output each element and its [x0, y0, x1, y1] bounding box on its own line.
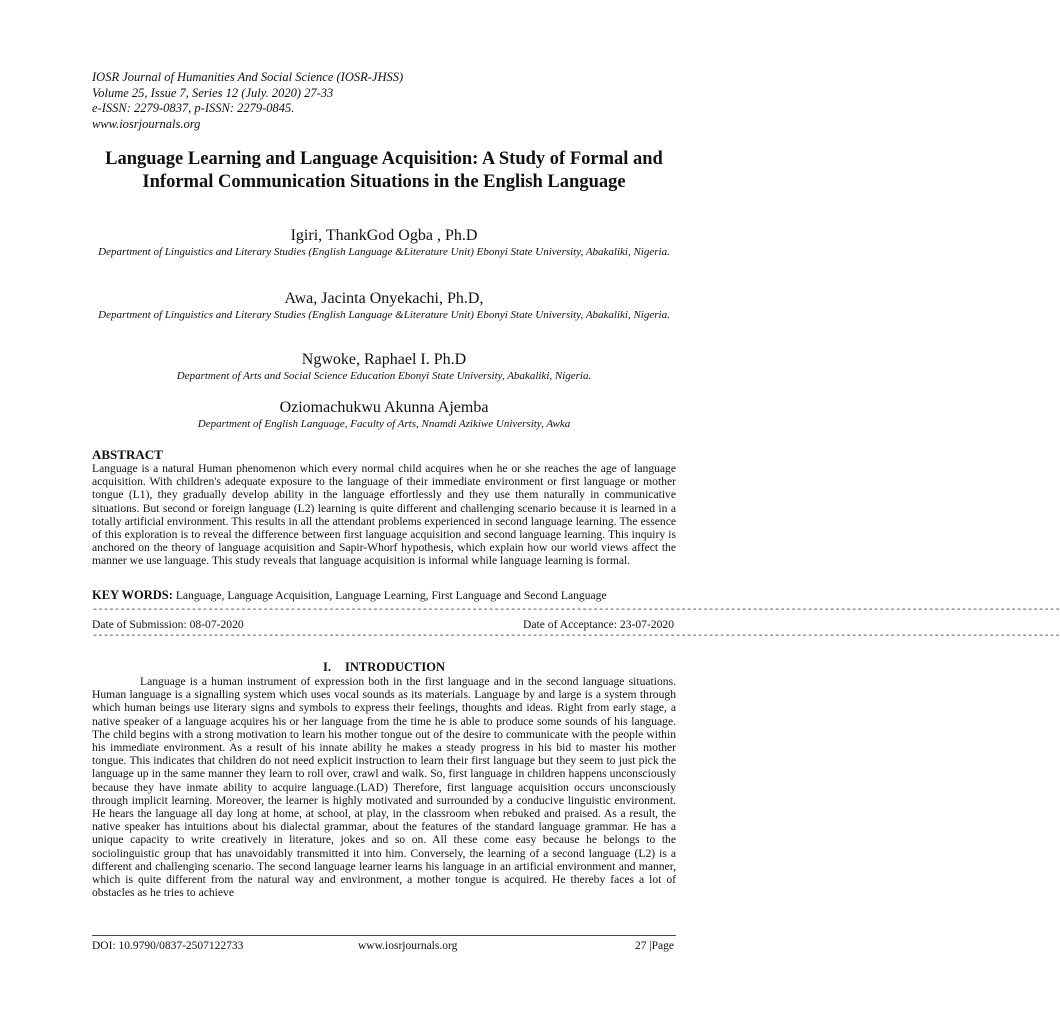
section-number: I.: [322, 660, 331, 674]
author-name: Igiri, ThankGod Ogba , Ph.D: [290, 227, 478, 244]
journal-header: [92, 70, 403, 132]
footer-website: www.iosrjournals.org: [358, 940, 458, 952]
introduction-paragraph: Language is a human instrument of expression both in the first language and in the second language situations. Human language is a signalling system which uses vocal sounds as its materials. Language by and large is a system through which human beings use literary signs and symbols to express their feelings, thoughts and ideas. Right from early stage, a native speaker of a language acquires his or her language from the time he is able to produce some sounds of his language. The child begins with a strong motivation to learn his mother tongue out of the desire to communicate with the people within his immediate environment. As a result of his innate ability he makes a steady progress in his bid to master his mother tongue. This indicates that children do not need explicit instruction to learn their first language but they seem to just pick the language up in the same manner they learn to roll over, crawl and walk. So, first language in children happens unconsciously because they have inmate ability to acquire language.(LAD) Therefore, first language acquisition occurs unconsciously through implicit learning. Moreover, the learner is highly motivated and surrounded by a conducive linguistic environment. He hears the language all day long at home, at school, at play, in the classroom when rebuked and praised. As a result, the native speaker has intuitions about his dialectal grammar, about the features of the standard language grammar. He has a unique capacity to write creatively in literature, jokes and so on. All these come easy because he belongs to the sociolinguistic group that has unavoidably transmitted it into him. Conversely, the learning of a second language (L2) is a different and challenging scenario. The second language learner learns his language in an artificial environment and manner, which is quite different from the natural way and environment, a mother tongue is acquired. He thereby faces a lot of obstacles as he tries to achieve: [92, 675, 676, 900]
keywords-text: Language, Language Acquisition, Language Learning, First Language and Second Language: [175, 589, 607, 602]
paper-title: Language Learning and Language Acquisition: A Study of Formal and Informal Communication Situations in the English Language: [105, 149, 663, 192]
section-title: INTRODUCTION: [344, 660, 445, 674]
journal-name: IOSR Journal of Humanities And Social Science (IOSR-JHSS): [92, 70, 404, 84]
author-name: Ngwoke, Raphael I. Ph.D: [301, 351, 467, 368]
abstract-text: Language is a natural Human phenomenon which every normal child acquires when he or she reaches the age of language acquisition. With children's adequate exposure to the language of their immediate environment or first language or mother tongue (L1), they gradually develop ability in the language effortlessly and they use them naturally in communicative situations. But second or foreign language (L2) learning is quite different and challenging scenario because it is learned in a totally artificial environment. This results in all the attendant problems experienced in second language learning. The essence of this exploration is to reveal the difference between first language acquisition and second language learning. This inquiry is anchored on the theory of language acquisition and Sapir-Whorf hypothesis, which explain how our world views affect the manner we use language. This study reveals that language acquisition is informal while language learning is formal.: [92, 462, 676, 568]
author-block: [80, 350, 688, 384]
author-block: [80, 398, 688, 432]
journal-volume: Volume 25, Issue 7, Series 12 (July. 2020) 27-33: [92, 85, 334, 100]
journal-issn: e-ISSN: 2279-0837, p-ISSN: 2279-0845.: [92, 101, 295, 115]
author-block: [80, 226, 688, 260]
journal-website: www.iosrjournals.org: [92, 116, 201, 131]
footer-page-number: 27 |Page: [634, 940, 674, 952]
dates-row: [92, 618, 674, 631]
keywords: [92, 589, 692, 602]
acceptance-date: Date of Acceptance: 23-07-2020: [523, 618, 674, 631]
separator-line: --------------------------------------------------------------------------------------------------------------------------------------------------------------------------------: [92, 631, 1060, 642]
author-affiliation: Department of Linguistics and Literary Studies (English Language &Literature Unit) Ebonyi State University, Abakaliki, Nigeria.: [98, 309, 670, 321]
abstract-section: [92, 447, 676, 568]
keywords-label: KEY WORDS:: [92, 588, 173, 602]
section-heading: [80, 660, 688, 674]
author-affiliation: Department of English Language, Faculty of Arts, Nnamdi Azikiwe University, Awka: [197, 418, 571, 430]
footer-rule: [92, 935, 676, 936]
submission-date: Date of Submission: 08-07-2020: [92, 618, 244, 631]
author-name: Awa, Jacinta Onyekachi, Ph.D,: [284, 290, 484, 307]
author-affiliation: Department of Linguistics and Literary Studies (English Language &Literature Unit) Ebonyi State University, Abakaliki, Nigeria.: [98, 246, 670, 258]
author-block: [80, 289, 688, 323]
footer-doi: DOI: 10.9790/0837-2507122733: [92, 940, 244, 952]
separator-line: --------------------------------------------------------------------------------------------------------------------------------------------------------------------------------: [92, 605, 1060, 616]
abstract-heading: ABSTRACT: [92, 447, 163, 462]
author-affiliation: Department of Arts and Social Science Education Ebonyi State University, Abakaliki, Nigeria.: [176, 370, 592, 382]
author-name: Oziomachukwu Akunna Ajemba: [279, 399, 489, 416]
